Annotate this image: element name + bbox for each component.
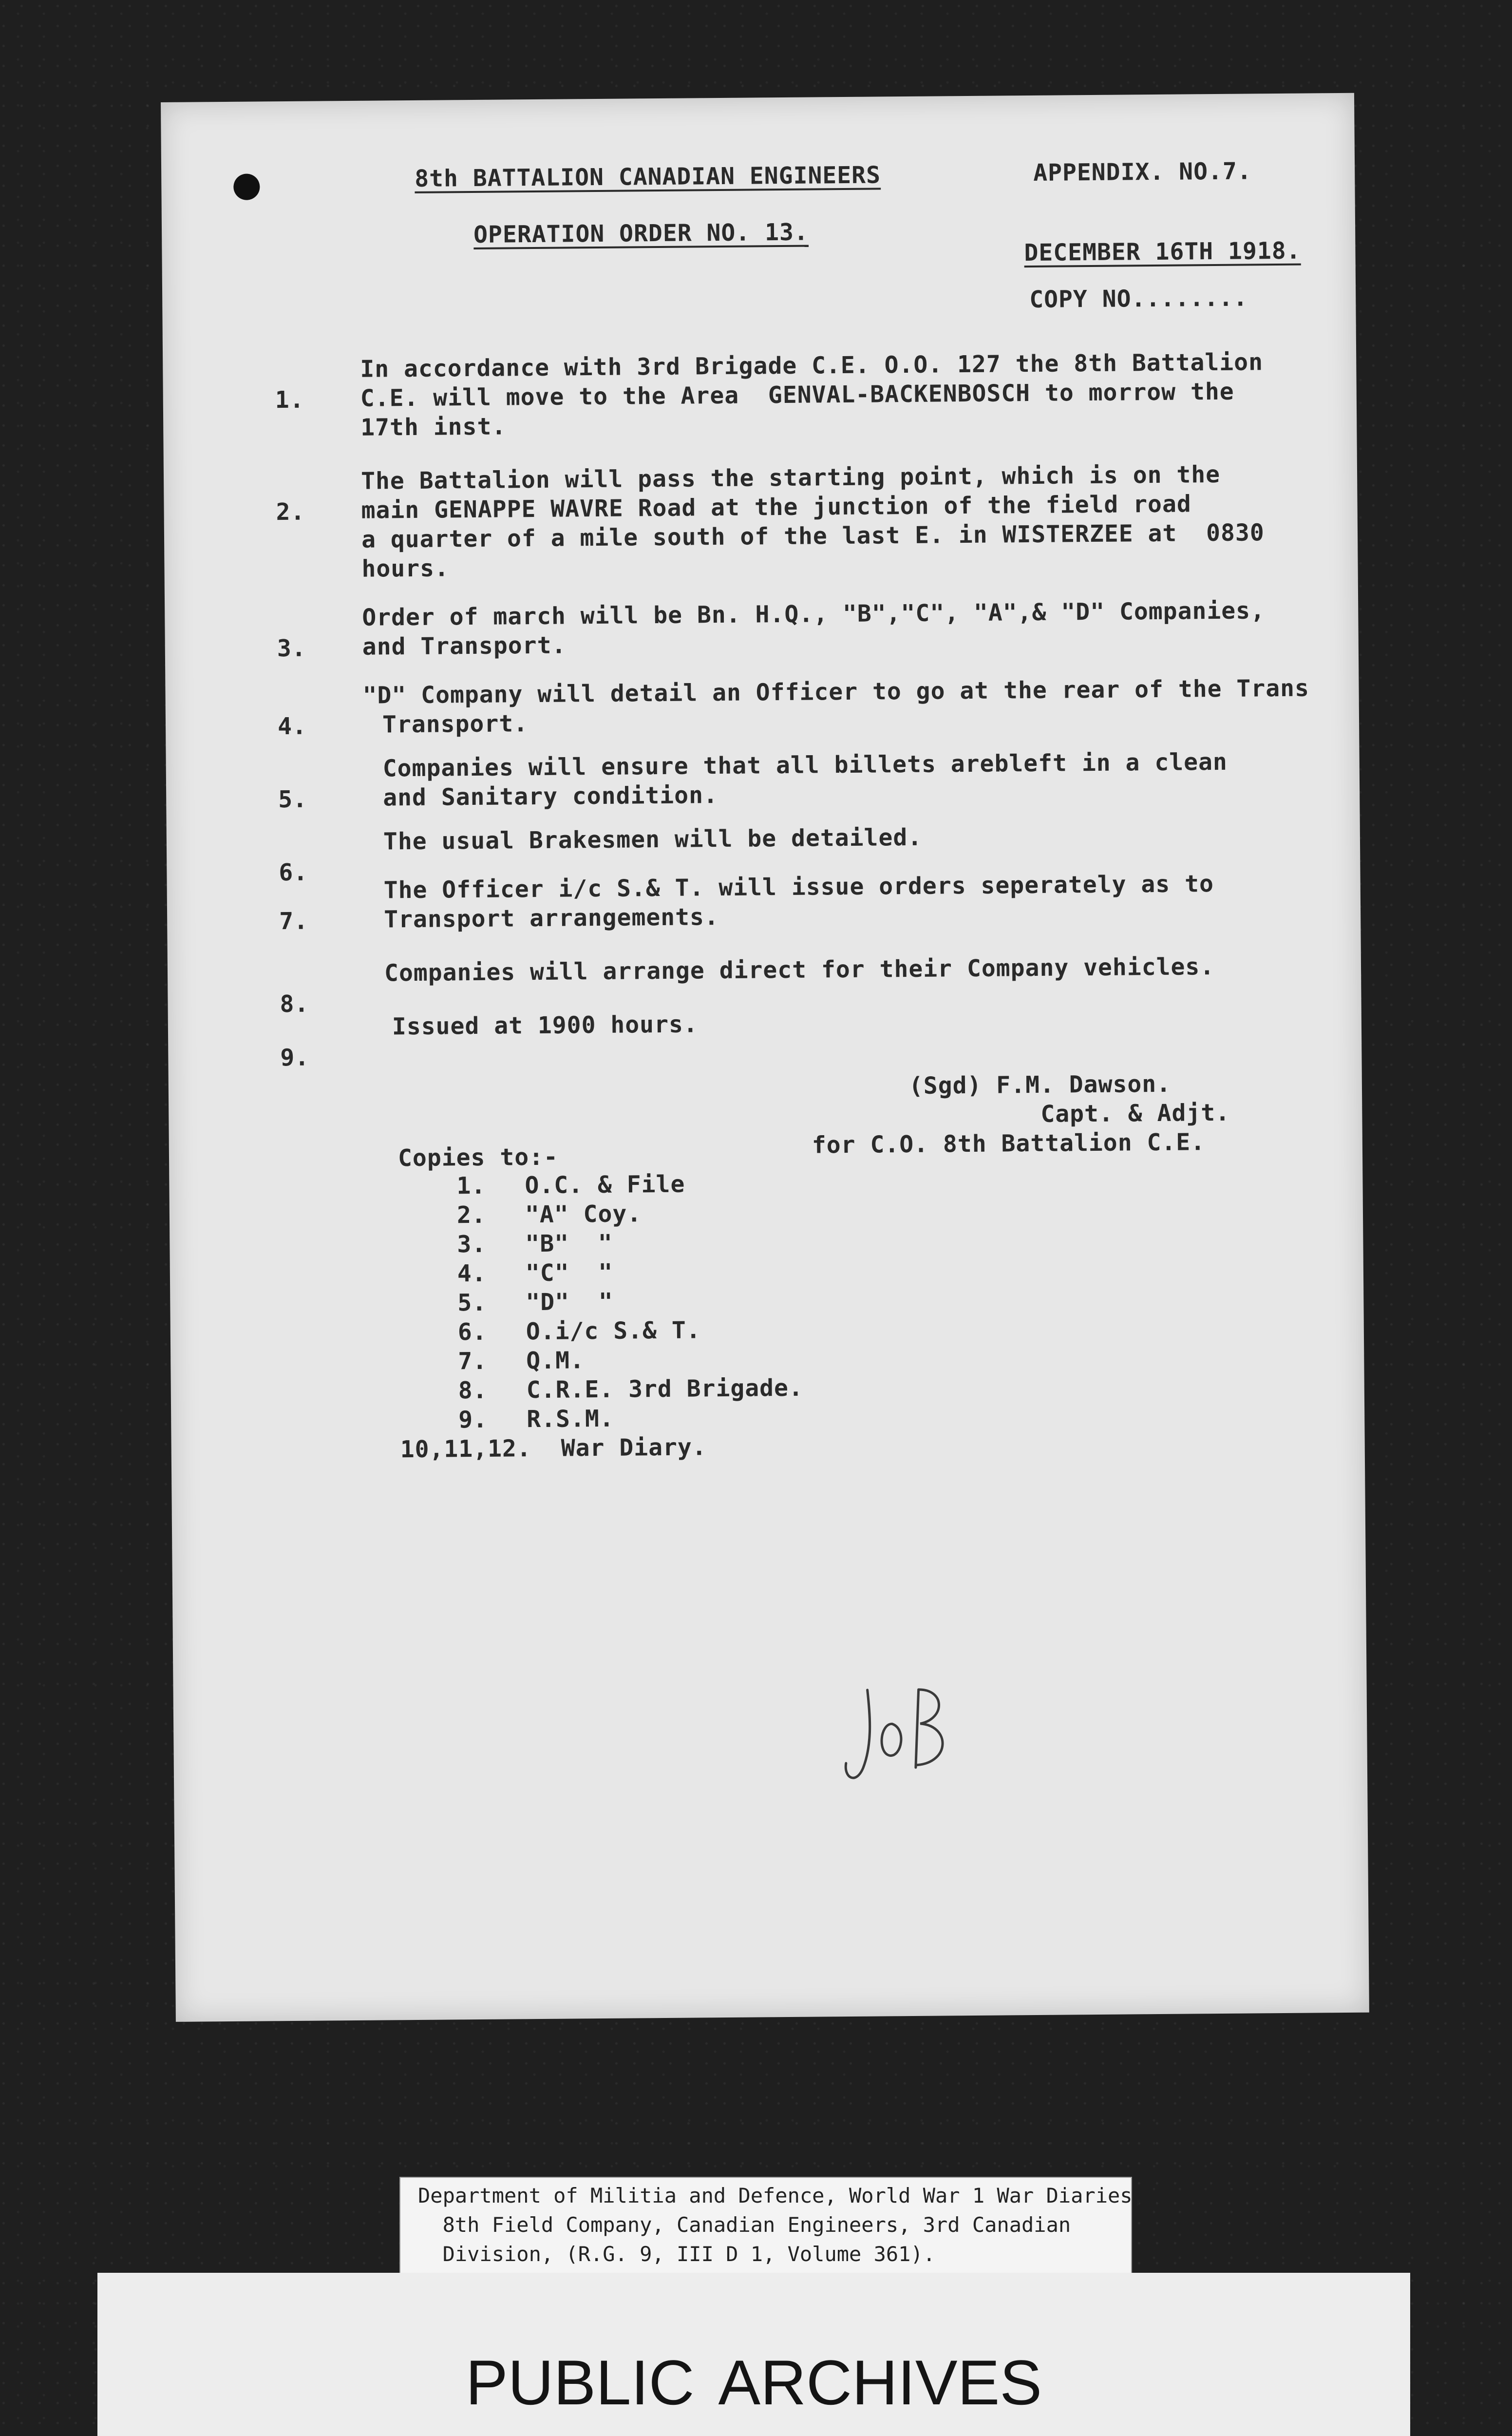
copies-item: 7. Q.M. [458,1347,585,1375]
paragraph-line: In accordance with 3rd Brigade C.E. O.O. 127 the 8th Battalion [360,348,1264,383]
paragraph-number: 3. [277,634,306,663]
signature-for: for C.O. 8th Battalion C.E. [812,1128,1206,1159]
label-line: Division, (R.G. 9, III D 1, Volume 361). [418,2242,936,2266]
paragraph-number: 5. [278,785,308,814]
copies-heading: Copies to:- [397,1143,559,1172]
order-title: OPERATION ORDER NO. 13. [473,218,809,248]
copies-item: 2. "A" Coy. [456,1200,642,1229]
copies-item: 6. O.i/c S.& T. [457,1316,701,1346]
paragraph-number: 1. [275,386,304,414]
label-line: 8th Field Company, Canadian Engineers, 3rd Canadian [418,2213,1071,2237]
paragraph-line: and Transport. [362,631,567,661]
paragraph-line: The Battalion will pass the starting point, which is on the [360,460,1221,495]
unit-heading: 8th BATTALION CANADIAN ENGINEERS [415,161,881,192]
paragraph-line: Order of march will be Bn. H.Q., "B","C", "A",& "D" Companies, [362,597,1266,631]
paragraph-line: main GENAPPE WAVRE Road at the junction of the field road [361,490,1191,524]
paragraph-line: Companies will ensure that all billets arebleft in a clean [382,748,1228,782]
paragraph-9 [280,1010,698,1133]
archives-line-english: PUBLIC ARCHIVES [465,2347,1042,2418]
paragraph-number: 2. [276,498,305,526]
paragraph-line: Issued at 1900 hours. [392,1010,698,1041]
paragraph-line: Transport. [382,710,529,739]
copies-item: 4. "C" " [457,1258,613,1288]
copies-item: 10,11,12. War Diary. [400,1433,707,1464]
paragraph-line: and Sanitary condition. [383,781,718,812]
public-archives-card [97,2273,1410,2436]
copies-item: 1. O.C. & File [456,1170,685,1200]
document-page [161,93,1369,2022]
paragraph-line: "D" Company will detail an Officer to go at the rear of the Trans [362,674,1310,709]
paragraph-line: C.E. will move to the Area GENVAL-BACKENBOSCH to morrow the [360,378,1234,412]
copies-item: 8. C.R.E. 3rd Brigade. [458,1374,804,1405]
archive-reference-label [399,2177,1145,2280]
paragraph-line: The usual Brakesmen will be detailed. [383,823,923,856]
paragraph-line: a quarter of a mile south of the last E. in WISTERZEE at 0830 [361,519,1265,553]
paragraph-line: The Officer i/c S.& T. will issue orders seperately as to [383,870,1214,904]
paragraph-number: 4. [277,712,307,741]
copies-item: 3. "B" " [457,1229,613,1258]
punch-hole [233,173,260,200]
signature-name: (Sgd) F.M. Dawson. [908,1070,1172,1100]
handwritten-initials [833,1670,965,1807]
order-date: DECEMBER 16TH 1918. [1024,237,1301,267]
paragraph-line: Transport arrangements. [383,903,719,933]
copies-item: 9. R.S.M. [458,1405,614,1434]
paragraph-number: 8. [280,990,309,1018]
appendix-number: APPENDIX. NO.7. [1033,157,1252,187]
label-line: Department of Militia and Defence, World War 1 War Diaries, [418,2184,1145,2208]
copies-item: 5. "D" " [457,1288,613,1317]
paragraph-number: 7. [279,907,309,935]
paragraph-line: 17th inst. [360,413,507,441]
copy-number: COPY NO........ [1029,284,1248,314]
signature-rank: Capt. & Adjt. [1040,1099,1230,1128]
paragraph-line: Companies will arrange direct for their Company vehicles. [384,953,1215,987]
paragraph-number: 9. [280,1044,310,1072]
paragraph-number: 6. [279,858,308,887]
paragraph-line: hours. [361,554,450,583]
